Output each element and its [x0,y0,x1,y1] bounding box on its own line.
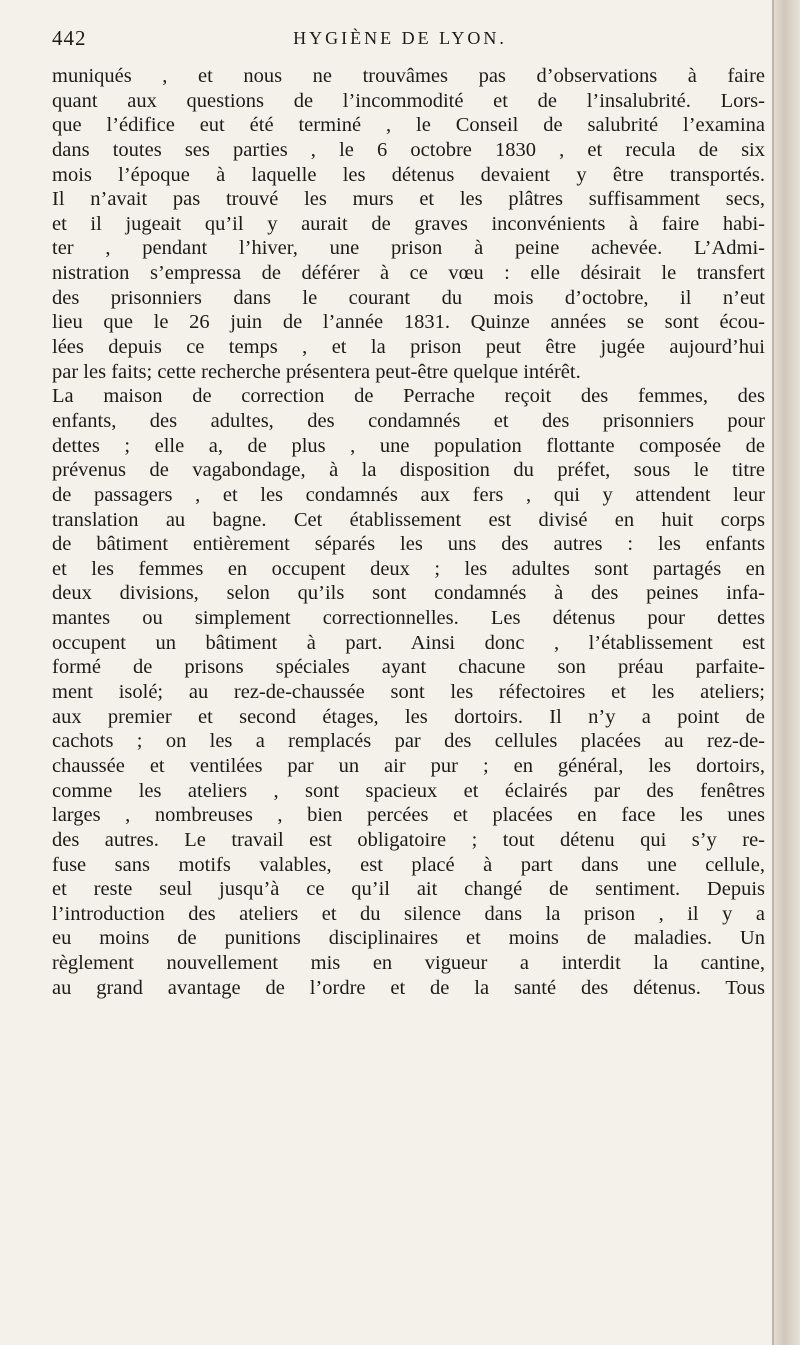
text-line: que l’édifice eut été terminé , le Conseil de salubrité l’examina [52,114,765,137]
text-line: Il n’avait pas trouvé les murs et les plâtres suffisamment secs, [52,188,765,211]
text-line: muniqués , et nous ne trouvâmes pas d’observations à faire [52,65,765,87]
text-line: mois l’époque à laquelle les détenus devaient y être transportés. [52,163,765,186]
facing-page-gutter [774,0,800,1345]
text-line: fuse sans motifs valables, est placé à part dans une cellule, [52,853,765,876]
text-line: formé de prisons spéciales ayant chacune son préau parfaite- [52,656,765,679]
body-text [52,64,765,1000]
text-line: des autres. Le travail est obligatoire ; tout détenu qui s’y re- [52,828,765,851]
text-line: et reste seul jusqu’à ce qu’il ait changé de sentiment. Depuis [52,878,765,901]
text-line: l’introduction des ateliers et du silence dans la prison , il y a [52,902,765,925]
text-line: dettes ; elle a, de plus , une population flottante composée de [52,434,765,457]
text-line: au grand avantage de l’ordre et de la santé des détenus. Tous [52,976,765,999]
text-line: et les femmes en occupent deux ; les adultes sont partagés en [52,557,765,580]
text-line: mantes ou simplement correctionnelles. Les détenus pour dettes [52,607,765,630]
text-line: deux divisions, selon qu’ils sont condamnés à des peines infa- [52,582,765,605]
text-line: cachots ; on les a remplacés par des cellules placées au rez-de- [52,730,765,753]
text-line: et il jugeait qu’il y aurait de graves inconvénients à faire habi- [52,212,765,235]
text-line: ter , pendant l’hiver, une prison à peine achevée. L’Admi- [52,237,765,260]
text-line: lieu que le 26 juin de l’année 1831. Quinze années se sont écou- [52,311,765,334]
text-line: larges , nombreuses , bien percées et placées en face les unes [52,804,765,827]
text-line: dans toutes ses parties , le 6 octobre 1830 , et recula de six [52,138,765,161]
text-line: occupent un bâtiment à part. Ainsi donc , l’établissement est [52,631,765,654]
text-line: enfants, des adultes, des condamnés et des prisonniers pour [52,409,765,432]
text-line: prévenus de vagabondage, à la disposition du préfet, sous le titre [52,459,765,482]
text-line: règlement nouvellement mis en vigueur a interdit la cantine, [52,952,765,975]
text-line: chaussée et ventilées par un air pur ; en général, les dortoirs, [52,754,765,777]
text-line: comme les ateliers , sont spacieux et éclairés par des fenêtres [52,779,765,802]
running-head: HYGIÈNE DE LYON. [293,28,507,48]
text-line: lées depuis ce temps , et la prison peut être jugée aujourd’hui [52,336,765,359]
text-line: de bâtiment entièrement séparés les uns des autres : les enfants [52,533,765,556]
text-line: par les faits; cette recherche présentera peut-être quelque intérêt. [52,360,581,383]
text-line: translation au bagne. Cet établissement est divisé en huit corps [52,508,765,531]
text-line: quant aux questions de l’incommodité et de l’insalubrité. Lors- [52,89,765,112]
text-line: de passagers , et les condamnés aux fers , qui y attendent leur [52,483,765,506]
text-line: des prisonniers dans le courant du mois d’octobre, il n’eut [52,286,765,309]
text-line: aux premier et second étages, les dortoirs. Il n’y a point de [52,705,765,728]
page-number: 442 [52,26,87,50]
text-line: nistration s’empressa de déférer à ce vœu : elle désirait le transfert [52,262,765,285]
text-line: ment isolé; au rez-de-chaussée sont les réfectoires et les ateliers; [52,681,765,704]
text-line: La maison de correction de Perrache reçoit des femmes, des [52,385,765,408]
text-line: eu moins de punitions disciplinaires et moins de maladies. Un [52,927,765,950]
